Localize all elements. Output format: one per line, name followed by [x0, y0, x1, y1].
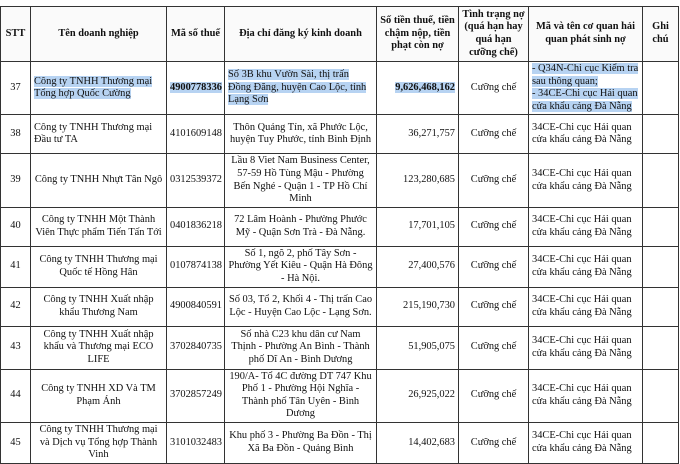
- cell-address: Số nhà C23 khu dân cư Nam Thịnh - Phường An Bình - Thành phố Dĩ An - Bình Dương: [225, 326, 377, 369]
- cell-amount: 14,402,683: [377, 422, 459, 463]
- cell-stt: 44: [1, 369, 31, 422]
- cell-status: Cưỡng chế: [459, 246, 529, 287]
- cell-status: Cưỡng chế: [459, 154, 529, 207]
- cell-company-name: Công ty TNHH XD Và TM Phạm Ánh: [31, 369, 167, 422]
- header-amount: Số tiền thuế, tiền chậm nộp, tiền phạt còn nợ: [377, 7, 459, 62]
- table-row: [1, 154, 679, 207]
- cell-customs-office: 34CE-Chi cục Hải quan cửa khẩu cảng Đà Nẵng: [529, 369, 643, 422]
- cell-status: Cưỡng chế: [459, 207, 529, 246]
- cell-amount: 26,925,022: [377, 369, 459, 422]
- highlighted-address: Số 3B khu Vườn Sài, thị trấn Đồng Đăng, huyện Cao Lộc, tỉnh Lạng Sơn: [228, 69, 367, 106]
- table-row: [1, 287, 679, 326]
- cell-company-name: Công ty TNHH Thương mại Đầu tư TA: [31, 115, 167, 154]
- cell-note: [643, 326, 679, 369]
- highlighted-company-name: Công ty TNHH Thương mại Tổng hợp Quốc Cường: [34, 75, 153, 100]
- cell-note: [643, 422, 679, 463]
- cell-tax-code: [167, 62, 225, 115]
- cell-amount: 123,280,685: [377, 154, 459, 207]
- cell-amount: 215,190,730: [377, 287, 459, 326]
- cell-tax-code: 4101609148: [167, 115, 225, 154]
- table-row: [1, 369, 679, 422]
- cell-company-name: Công ty TNHH Một Thành Viên Thực phẩm Tiến Tấn Tới: [31, 207, 167, 246]
- header-status: Tình trạng nợ (quá hạn hay quá hạn cưỡng chế): [459, 7, 529, 62]
- cell-note: [643, 62, 679, 115]
- cell-stt: 37: [1, 62, 31, 115]
- cell-tax-code: 0401836218: [167, 207, 225, 246]
- table-row: [1, 62, 679, 115]
- header-customs-office: Mã và tên cơ quan hải quan phát sinh nợ: [529, 7, 643, 62]
- cell-customs-office: 34CE-Chi cục Hải quan cửa khẩu cảng Đà Nẵng: [529, 326, 643, 369]
- cell-company-name: Công ty TNHH Xuất nhập khẩu và Thương mại ECO LIFE: [31, 326, 167, 369]
- cell-stt: 40: [1, 207, 31, 246]
- header-stt: STT: [1, 7, 31, 62]
- cell-stt: 42: [1, 287, 31, 326]
- debt-table: [0, 6, 679, 464]
- cell-stt: 39: [1, 154, 31, 207]
- cell-address: Khu phố 3 - Phường Ba Đồn - Thị Xã Ba Đồn - Quảng Bình: [225, 422, 377, 463]
- cell-address: [225, 62, 377, 115]
- cell-customs-office: 34CE-Chi cục Hải quan cửa khẩu cảng Đà Nẵng: [529, 287, 643, 326]
- table-header: [1, 7, 679, 62]
- cell-address: 190/A- Tổ 4C đường DT 747 Khu Phố 1 - Phường Hội Nghĩa - Thành phố Tân Uyên - Bình Dương: [225, 369, 377, 422]
- table-row: [1, 115, 679, 154]
- cell-amount: 17,701,105: [377, 207, 459, 246]
- table-row: [1, 326, 679, 369]
- cell-note: [643, 115, 679, 154]
- cell-status: Cưỡng chế: [459, 115, 529, 154]
- cell-address: Thôn Quảng Tín, xã Phước Lộc, huyện Tuy Phước, tỉnh Bình Định: [225, 115, 377, 154]
- cell-note: [643, 154, 679, 207]
- cell-tax-code: 0107874138: [167, 246, 225, 287]
- highlighted-customs-office: - Q34N-Chi cục Kiểm tra sau thông quan; - 34CE-Chi cục Hải quan cửa khẩu cảng Đà Nẵng: [532, 63, 639, 112]
- cell-customs-office: [529, 62, 643, 115]
- cell-tax-code: 3702840735: [167, 326, 225, 369]
- cell-amount: 27,400,576: [377, 246, 459, 287]
- cell-tax-code: 3101032483: [167, 422, 225, 463]
- cell-address: Số 1, ngõ 2, phố Tây Sơn - Phường Yết Kiêu - Quận Hà Đông - Hà Nội.: [225, 246, 377, 287]
- cell-status: Cưỡng chế: [459, 326, 529, 369]
- cell-customs-office: 34CE-Chi cục Hải quan cửa khẩu cảng Đà Nẵng: [529, 115, 643, 154]
- cell-company-name: Công ty TNHH Thương mại Quốc tế Hồng Hân: [31, 246, 167, 287]
- cell-customs-office: 34CE-Chi cục Hải quan cửa khẩu cảng Đà Nẵng: [529, 154, 643, 207]
- header-address: Địa chỉ đăng ký kinh doanh: [225, 7, 377, 62]
- cell-stt: 43: [1, 326, 31, 369]
- cell-tax-code: 0312539372: [167, 154, 225, 207]
- cell-note: [643, 369, 679, 422]
- table-row: [1, 207, 679, 246]
- cell-customs-office: 34CE-Chi cục Hải quan cửa khẩu cảng Đà Nẵng: [529, 207, 643, 246]
- header-note: Ghi chú: [643, 7, 679, 62]
- cell-customs-office: 34CE-Chi cục Hải quan cửa khẩu cảng Đà Nẵng: [529, 246, 643, 287]
- cell-status: Cưỡng chế: [459, 62, 529, 115]
- header-tax-code: Mã số thuế: [167, 7, 225, 62]
- cell-stt: 45: [1, 422, 31, 463]
- cell-status: Cưỡng chế: [459, 422, 529, 463]
- cell-amount: [377, 62, 459, 115]
- cell-customs-office: 34CE-Chi cục Hải quan cửa khẩu cảng Đà Nẵng: [529, 422, 643, 463]
- cell-company-name: Công ty TNHH Xuất nhập khẩu Thương Nam: [31, 287, 167, 326]
- cell-stt: 38: [1, 115, 31, 154]
- highlighted-tax-code: 4900778336: [170, 81, 222, 93]
- cell-note: [643, 287, 679, 326]
- highlighted-amount: 9,626,468,162: [395, 81, 455, 93]
- header-company-name: Tên doanh nghiệp: [31, 7, 167, 62]
- cell-tax-code: 3702857249: [167, 369, 225, 422]
- cell-amount: 36,271,757: [377, 115, 459, 154]
- cell-address: Số 03, Tổ 2, Khối 4 - Thị trấn Cao Lộc - Huyện Cao Lộc - Lạng Sơn.: [225, 287, 377, 326]
- cell-company-name: Công ty TNHH Thương mại và Dịch vụ Tổng hợp Thành Vinh: [31, 422, 167, 463]
- cell-address: Lầu 8 Viet Nam Business Center, 57-59 Hồ Tùng Mậu - Phường Bến Nghé - Quận 1 - TP Hồ Chí Minh: [225, 154, 377, 207]
- table-row: [1, 246, 679, 287]
- cell-company-name: Công ty TNHH Nhựt Tân Ngô: [31, 154, 167, 207]
- cell-amount: 51,905,075: [377, 326, 459, 369]
- cell-company-name: [31, 62, 167, 115]
- cell-tax-code: 4900840591: [167, 287, 225, 326]
- table-row: [1, 422, 679, 463]
- cell-status: Cưỡng chế: [459, 287, 529, 326]
- table-body: [1, 62, 679, 464]
- cell-note: [643, 246, 679, 287]
- cell-stt: 41: [1, 246, 31, 287]
- cell-note: [643, 207, 679, 246]
- cell-status: Cưỡng chế: [459, 369, 529, 422]
- cell-address: 72 Lâm Hoành - Phường Phước Mỹ - Quận Sơn Trà - Đà Nẵng.: [225, 207, 377, 246]
